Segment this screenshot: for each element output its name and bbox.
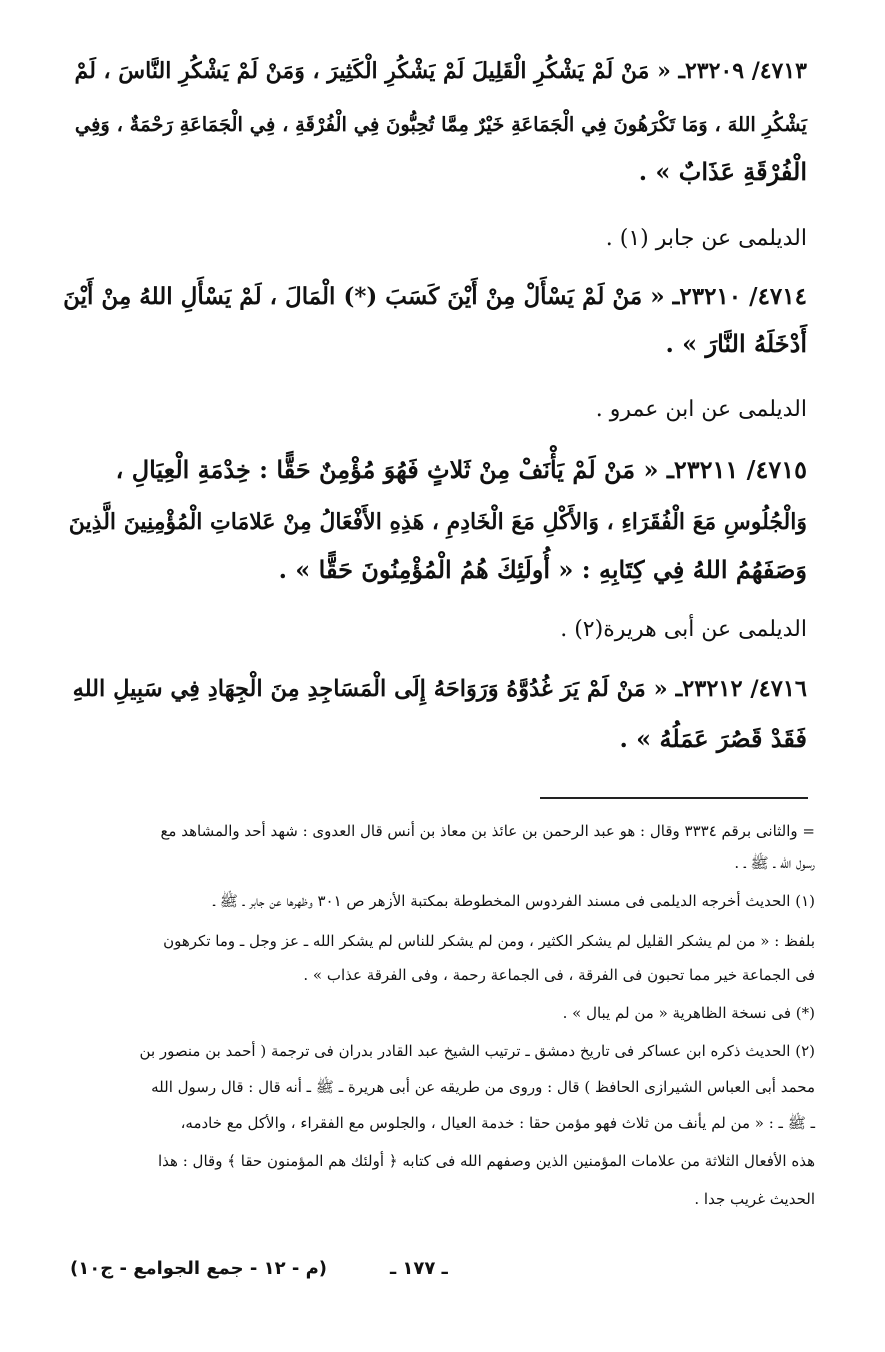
footnote-2-line-5: الحديث غريب جدا .: [694, 1190, 815, 1208]
hadith-4713-line-3: الْفُرْقَةِ عَذَابٌ » .: [638, 157, 807, 186]
hadith-4713-line-1: ٤٧١٣/ ٢٣٢٠٩ـ « مَنْ لَمْ يَشْكُرِ الْقَلِيلَ لَمْ يَشْكُرِ الْكَثِيرَ ، وَمَنْ لَمْ يَشْكُرِ النَّاسَ ، لَمْ: [74, 58, 807, 84]
page-number: ـ ١٧٧ ـ: [390, 1258, 448, 1279]
footnote-continuation-line-1: = والثانى برقم ٣٣٣٤ وقال : هو عبد الرحمن بن عائذ بن معاذ بن أنس قال العدوى : شهد أحد والمشاهد مع: [160, 822, 815, 840]
hadith-4713-line-2: يَشْكُرِ اللهَ ، وَمَا تَكْرَهُونَ فِي الْجَمَاعَةِ خَيْرٌ مِمَّا تُحِبُّونَ فِي الْفُرْقَةِ ، فِي الْجَمَاعَةِ رَحْمَةٌ ، وَفِي: [74, 113, 807, 136]
footnote-1-line-3: فى الجماعة خير مما تحبون فى الفرقة ، فى الجماعة رحمة ، وفى الفرقة عذاب » .: [303, 966, 815, 984]
hadith-4715-line-3: وَصَفَهُمُ اللهُ فِي كِتَابِهِ : « أُولَئِكَ هُمُ الْمُؤْمِنُونَ حَقًّا » .: [278, 555, 807, 584]
hadith-4715-line-2: وَالْجُلُوسِ مَعَ الْفُقَرَاءِ ، وَالأَكْلِ مَعَ الْخَادِمِ ، هَذِهِ الأَفْعَالُ مِنْ عَلامَاتِ الْمُؤْمِنِينَ الَّذِينَ: [68, 509, 807, 535]
hadith-4714-line-1: ٤٧١٤/ ٢٣٢١٠ـ « مَنْ لَمْ يَسْأَلْ مِنْ أَيْنَ كَسَبَ (*) الْمَالَ ، لَمْ يَسْأَلِ اللهُ مِنْ أَيْنَ: [63, 283, 807, 310]
hadith-4714-line-2: أَدْخَلَهُ النَّارَ » .: [665, 329, 807, 358]
footnote-2-line-2: محمد أبى العباس الشيرازى الحافظ ) قال : وروى من طريقه عن أبى هريرة ـ ﷺ ـ أنه قال : قال رسول الله: [151, 1078, 815, 1096]
footnote-2-line-4: هذه الأفعال الثلاثة من علامات المؤمنين الذين وصفهم الله فى كتابه ﴿ أولئك هم المؤمنون حقا ﴾ وقال : هذا: [158, 1152, 815, 1170]
book-reference: (م - ١٢ - جمع الجوامع - ج١٠): [70, 1258, 328, 1279]
footnote-divider: [540, 797, 808, 799]
hadith-4715-source: الديلمى عن أبى هريرة(٢) .: [560, 617, 807, 642]
hadith-4716-line-2: فَقَدْ قَصُرَ عَمَلُهُ » .: [619, 724, 807, 753]
footnote-star: (*) فى نسخة الظاهرية « من لم يبال » .: [562, 1004, 815, 1022]
footnote-continuation-line-2: رسول الله ـ ﷺ ـ .: [734, 854, 815, 872]
footnote-2-line-1: (٢) الحديث ذكره ابن عساكر فى تاريخ دمشق ـ ترتيب الشيخ عبد القادر بدران فى ترجمة ( أحمد بن منصور بن: [139, 1042, 815, 1060]
footnote-2-line-3: ـ ﷺ ـ : « من لم يأنف من ثلاث فهو مؤمن حقا : خدمة العيال ، والجلوس مع الفقراء ، والأكل مع خادمه،: [180, 1114, 815, 1132]
hadith-4715-line-1: ٤٧١٥/ ٢٣٢١١ـ « مَنْ لَمْ يَأْنَفْ مِنْ ثَلاثٍ فَهُوَ مُؤْمِنٌ حَقًّا : خِدْمَةِ الْعِيَالِ ،: [115, 455, 807, 484]
hadith-4714-source: الديلمى عن ابن عمرو .: [595, 397, 807, 422]
hadith-4713-source: الديلمى عن جابر (١) .: [605, 226, 807, 251]
footnote-1-line-1: (١) الحديث أخرجه الديلمى فى مسند الفردوس المخطوطة بمكتبة الأزهر ص ٣٠١ وظهرها عن جابر ـ ﷺ ـ: [213, 892, 815, 910]
hadith-4716-line-1: ٤٧١٦/ ٢٣٢١٢ـ « مَنْ لَمْ يَرَ غُدُوَّهُ وَرَوَاحَهُ إِلَى الْمَسَاجِدِ مِنَ الْجِهَادِ فِي سَبِيلِ اللهِ: [72, 676, 807, 702]
footnote-1-line-2: بلفظ : « من لم يشكر القليل لم يشكر الكثير ، ومن لم يشكر للناس لم يشكر الله ـ عز وجل ـ وما تكرهون: [163, 932, 815, 950]
